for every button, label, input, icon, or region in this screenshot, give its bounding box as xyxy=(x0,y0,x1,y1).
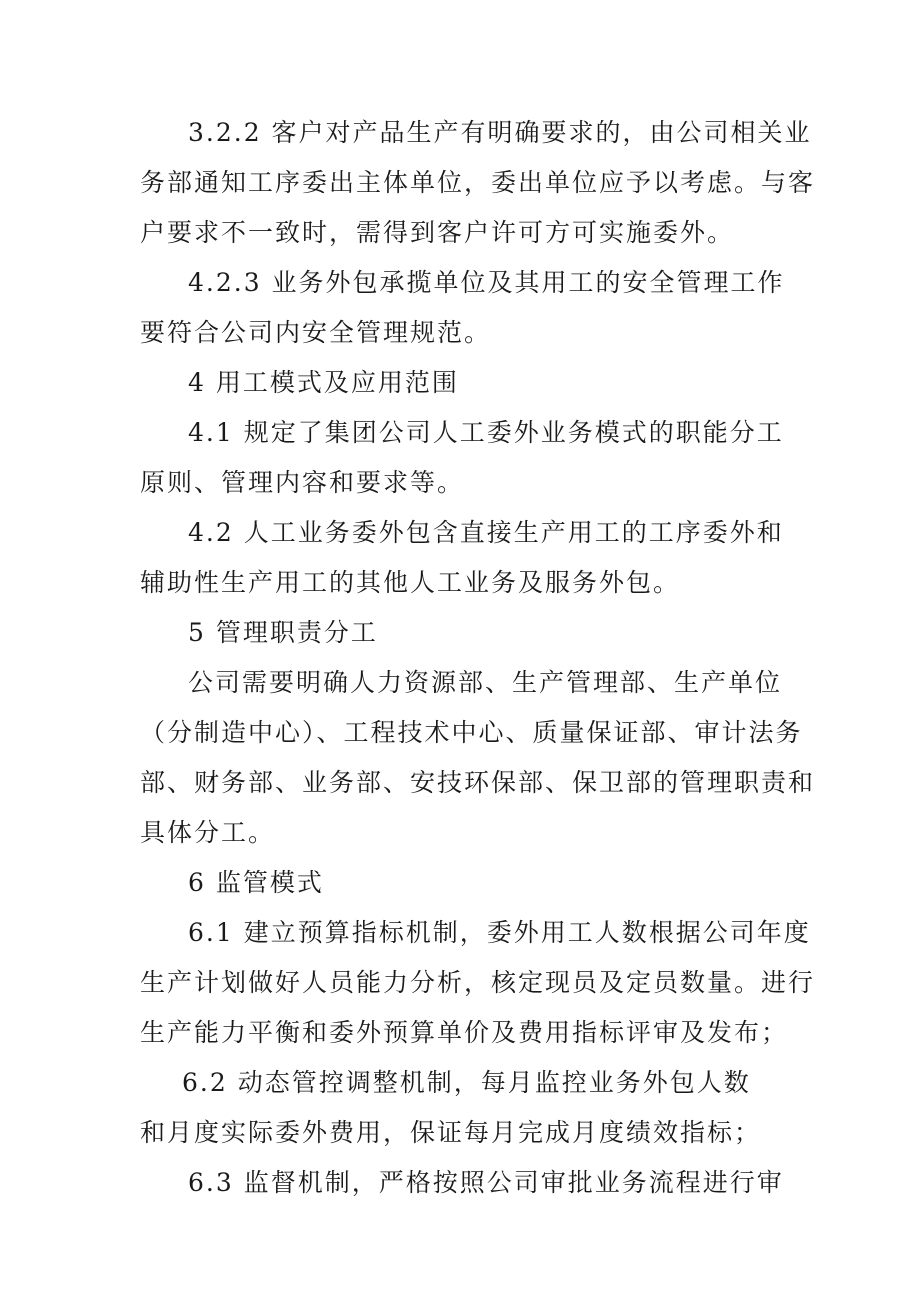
paragraph-line: 务部通知工序委出主体单位，委出单位应予以考虑。与客 xyxy=(140,168,816,197)
paragraph-line: 辅助性生产用工的其他人工业务及服务外包。 xyxy=(140,568,681,597)
paragraph-line: 6.2 动态管控调整机制，每月监控业务外包人数 xyxy=(182,1068,751,1097)
paragraph-line: 生产能力平衡和委外预算单价及费用指标评审及发布； xyxy=(140,1018,789,1047)
paragraph-line: 6.3 监督机制，严格按照公司审批业务流程进行审 xyxy=(188,1168,784,1197)
paragraph-line: 要符合公司内安全管理规范。 xyxy=(140,318,492,347)
paragraph-line: 公司需要明确人力资源部、生产管理部、生产单位 xyxy=(188,668,783,697)
section-heading-text: 5 管理职责分工 xyxy=(188,618,378,647)
paragraph-line: 原则、管理内容和要求等。 xyxy=(140,468,465,497)
paragraph-line: 部、财务部、业务部、安技环保部、保卫部的管理职责和 xyxy=(140,768,816,797)
paragraph-line: 具体分工。 xyxy=(140,818,276,847)
paragraph-line: 生产计划做好人员能力分析，核定现员及定员数量。进行 xyxy=(140,968,816,997)
paragraph-line: 4.2.3 业务外包承揽单位及其用工的安全管理工作 xyxy=(188,268,785,297)
paragraph-line: 3.2.2 客户对产品生产有明确要求的，由公司相关业 xyxy=(188,118,812,147)
paragraph-line: 6.1 建立预算指标机制，委外用工人数根据公司年度 xyxy=(188,918,811,947)
paragraph-line: 4.2 人工业务委外包含直接生产用工的工序委外和 xyxy=(188,518,784,547)
section-heading-text: 4 用工模式及应用范围 xyxy=(188,368,459,397)
paragraph-line: 户要求不一致时，需得到客户许可方可实施委外。 xyxy=(140,218,735,247)
paragraph-line: 4.1 规定了集团公司人工委外业务模式的职能分工 xyxy=(188,418,784,447)
paragraph-line: （分制造中心）、工程技术中心、质量保证部、审计法务 xyxy=(140,718,803,747)
section-heading-text: 6 监管模式 xyxy=(188,868,324,897)
paragraph-line: 和月度实际委外费用，保证每月完成月度绩效指标； xyxy=(140,1118,762,1147)
